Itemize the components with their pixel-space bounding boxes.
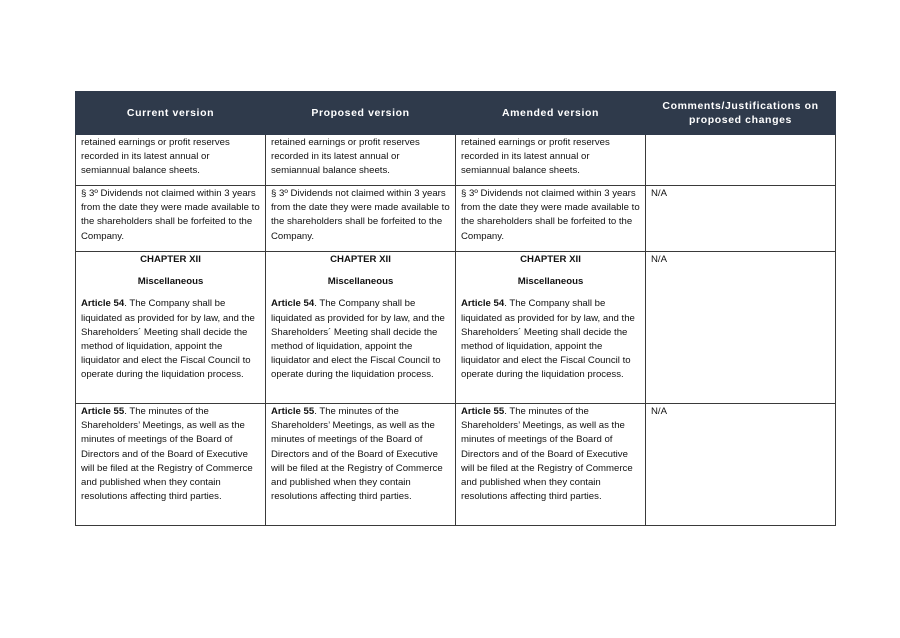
header-current: Current version <box>76 92 266 135</box>
cell-current <box>76 252 266 404</box>
table-row <box>76 404 836 526</box>
table-row <box>76 252 836 404</box>
cell-comment: N/A <box>646 252 836 404</box>
article-text: . The minutes of the Shareholders’ Meetings, as well as the minutes of meetings of the Board of Directors and of the Board of Executive will be filed at the Registry of Commerce and published when they contain resolutions affecting third parties. <box>271 406 443 503</box>
cell-proposed: retained earnings or profit reserves recorded in its latest annual or semiannual balance sheets. <box>266 135 456 186</box>
chapter-heading: CHAPTER XII <box>140 254 201 265</box>
cell-proposed <box>266 404 456 526</box>
table-row <box>76 186 836 252</box>
header-amended: Amended version <box>456 92 646 135</box>
chapter-heading: CHAPTER XII <box>330 254 391 265</box>
article-paragraph <box>461 297 640 382</box>
article-text: . The Company shall be liquidated as provided for by law, and the Shareholders´ Meeting shall decide the method of liquidation, appoint the liquidator and elect the Fiscal Council to operate during the liquidation process. <box>81 298 255 381</box>
cell-comment: N/A <box>646 186 836 252</box>
article-label: Article 55 <box>461 406 505 417</box>
cell-amended: retained earnings or profit reserves recorded in its latest annual or semiannual balance sheets. <box>456 135 646 186</box>
cell-current <box>76 404 266 526</box>
cell-amended <box>456 404 646 526</box>
cell-current: retained earnings or profit reserves recorded in its latest annual or semiannual balance sheets. <box>76 135 266 186</box>
cell-proposed <box>266 252 456 404</box>
cell-amended <box>456 252 646 404</box>
article-label: Article 55 <box>271 406 315 417</box>
article-paragraph <box>81 297 260 382</box>
header-comments: Comments/Justifications on proposed changes <box>646 92 836 135</box>
cell-current: § 3º Dividends not claimed within 3 years from the date they were made available to the shareholders shall be forfeited to the Company. <box>76 186 266 252</box>
article-label: Article 54 <box>461 298 505 310</box>
article-text: . The Company shall be liquidated as provided for by law, and the Shareholders´ Meeting shall decide the method of liquidation, appoint the liquidator and elect the Fiscal Council to operate during the liquidation process. <box>271 298 445 381</box>
article-label: Article 54 <box>81 298 125 310</box>
article-label: Article 55 <box>81 406 125 417</box>
cell-amended: § 3º Dividends not claimed within 3 years from the date they were made available to the shareholders shall be forfeited to the Company. <box>456 186 646 252</box>
article-text: . The minutes of the Shareholders’ Meetings, as well as the minutes of meetings of the Board of Directors and of the Board of Executive will be filed at the Registry of Commerce and published when they contain resolutions affecting third parties. <box>461 406 633 503</box>
chapter-subtitle: Miscellaneous <box>517 276 584 288</box>
header-proposed: Proposed version <box>266 92 456 135</box>
article-text: . The minutes of the Shareholders’ Meetings, as well as the minutes of meetings of the Board of Directors and of the Board of Executive will be filed at the Registry of Commerce and published when they contain resolutions affecting third parties. <box>81 406 253 503</box>
chapter-subtitle: Miscellaneous <box>327 276 394 288</box>
chapter-subtitle: Miscellaneous <box>137 276 204 288</box>
article-label: Article 54 <box>271 298 315 310</box>
cell-comment <box>646 135 836 186</box>
chapter-heading: CHAPTER XII <box>520 254 581 265</box>
table-row <box>76 135 836 186</box>
comparison-table <box>75 91 836 526</box>
article-text: . The Company shall be liquidated as provided for by law, and the Shareholders´ Meeting shall decide the method of liquidation, appoint the liquidator and elect the Fiscal Council to operate during the liquidation process. <box>461 298 635 381</box>
article-paragraph <box>271 297 450 382</box>
header-row <box>76 92 836 135</box>
cell-comment: N/A <box>646 404 836 526</box>
cell-proposed: § 3º Dividends not claimed within 3 years from the date they were made available to the shareholders shall be forfeited to the Company. <box>266 186 456 252</box>
